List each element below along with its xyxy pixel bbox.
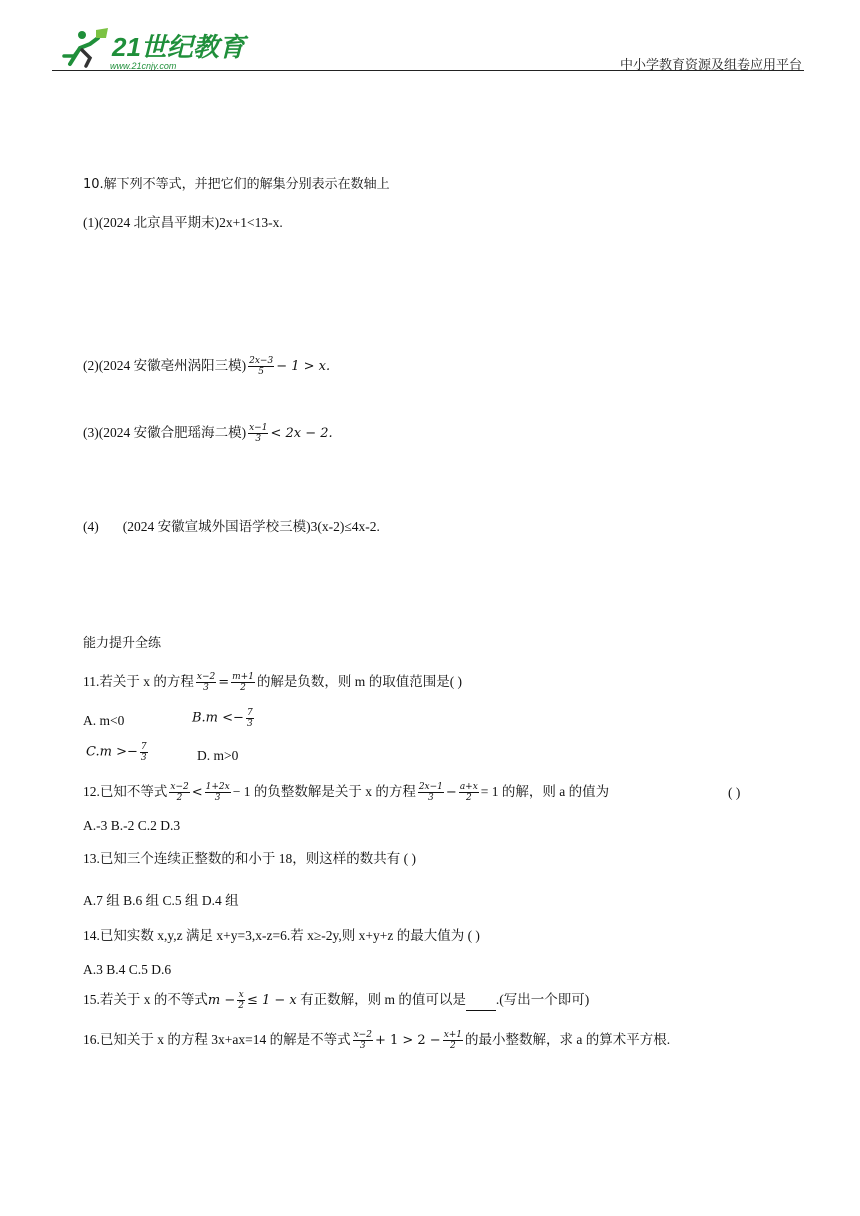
- q15-stem: 15.若关于 x 的不等式m − $\frac{x}{2}$ ≤ 1 − x 有正数解，则 m 的值可以是 .(写出一个即可): [83, 990, 590, 1012]
- fraction: $\frac{x-1}{3}$: [249, 423, 268, 445]
- section-title: 能力提升全练: [83, 636, 162, 651]
- fraction: $\frac{1+2x}{3}$: [205, 782, 230, 804]
- fraction: $\frac{7}{3}$: [246, 708, 253, 729]
- fraction: $\frac{2x-3}{5}$: [249, 356, 274, 378]
- logo-url: www.21cnjy.com: [110, 61, 177, 71]
- fraction: $\frac{a+x}{2}$: [459, 782, 478, 804]
- q10-part3-source: (3)(2024 安徽合肥瑶海二模): [83, 425, 247, 440]
- q10-part4-text: (2024 安徽宣城外国语学校三模)3(x-2)≤4x-2.: [122, 519, 380, 534]
- fraction: $\frac{x+1}{2}$: [443, 1030, 463, 1052]
- q12-options: A.-3 B.-2 C.2 D.3: [83, 818, 181, 833]
- q13-options: A.7 组 B.6 组 C.5 组 D.4 组: [83, 893, 239, 908]
- q10-part4-label: (4): [83, 519, 99, 534]
- runner-icon: [64, 28, 108, 66]
- logo-text: 21世纪教育: [112, 32, 245, 62]
- header-platform-text: 中小学教育资源及组卷应用平台: [619, 58, 802, 73]
- q10-title: 10.解下列不等式，并把它们的解集分别表示在数轴上: [83, 177, 390, 192]
- q10-part2: [83, 356, 330, 377]
- q11-option-c: C.m >− $\frac{7}{3}$: [86, 742, 147, 763]
- fraction: $\frac{7}{3}$: [140, 742, 147, 763]
- fraction: $\frac{x}{2}$: [238, 990, 244, 1012]
- q14-stem: 14.已知实数 x,y,z 满足 x+y=3,x-z=6.若 x≥-2y,则 x+y+z 的最大值为 ( ): [83, 928, 480, 943]
- q11-option-d: D. m>0: [197, 748, 239, 763]
- q11-option-b: B.m <− $\frac{7}{3}$: [192, 708, 253, 729]
- q11-stem: 11.若关于 x 的方程 $\frac{x-2}{3}$ = $\frac{m+1}{2}$ 的解是负数，则 m 的取值范围是( ): [83, 672, 463, 694]
- q10-part4: [83, 517, 380, 537]
- answer-blank: [466, 997, 496, 1011]
- fraction: $\frac{x-2}{3}$: [353, 1030, 372, 1052]
- header-divider: [52, 70, 804, 71]
- q14-options: A.3 B.4 C.5 D.6: [83, 962, 172, 977]
- q10-part3-tail: < 2x − 2.: [270, 426, 333, 441]
- fraction: $\frac{m+1}{2}$: [232, 672, 254, 694]
- q13-stem: 13.已知三个连续正整数的和小于 18，则这样的数共有 ( ): [83, 851, 416, 866]
- fraction: $\frac{x-2}{3}$: [196, 672, 216, 694]
- q12-stem: 12.已知不等式 $\frac{x-2}{2}$ < $\frac{1+2x}{3}$ − 1 的负整数解是关于 x 的方程 $\frac{2x-1}{3}$ − $\frac{a+x}{2}$ = 1 的解，则 a 的值为: [83, 782, 610, 804]
- q11-option-a: A. m<0: [83, 713, 125, 728]
- fraction: $\frac{x-2}{2}$: [170, 782, 189, 804]
- q10-part2-source: (2)(2024 安徽亳州涡阳三模): [83, 358, 247, 373]
- fraction: $\frac{2x-1}{3}$: [418, 782, 443, 804]
- q16-stem: 16.已知关于 x 的方程 3x+ax=14 的解是不等式 $\frac{x-2}{3}$ + 1 > 2 − $\frac{x+1}{2}$ 的最小整数解，求 a 的算术平方根.: [83, 1030, 671, 1052]
- q12-answer-paren: ( ): [728, 785, 741, 800]
- q10-part1: (1)(2024 北京昌平期末)2x+1<13-x.: [83, 215, 283, 230]
- q10-part2-tail: − 1 > x.: [276, 359, 331, 374]
- logo: [60, 26, 245, 72]
- q10-part3: [83, 423, 333, 444]
